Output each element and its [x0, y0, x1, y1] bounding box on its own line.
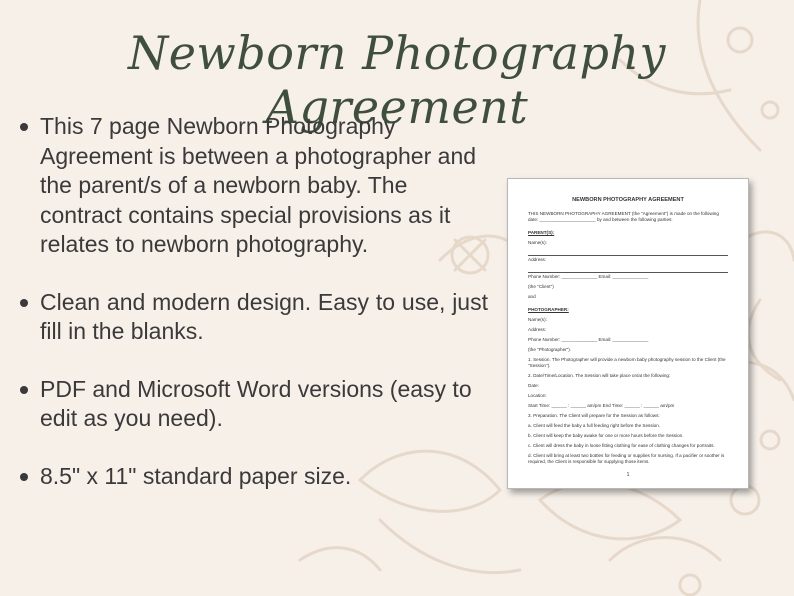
phone-field-label: Phone Number: ______________ Email: ______________ [528, 274, 649, 279]
address-field-label: Address: [528, 257, 547, 262]
photographer-short-label: (the "Photographer"). [528, 347, 572, 352]
feature-item-pages [18, 112, 488, 260]
phone-field-label: Phone Number: ______________ Email: ______________ [528, 337, 649, 342]
feature-text: 8.5" x 11" standard paper size. [40, 462, 352, 489]
bullet-icon [20, 473, 28, 481]
page-number: 1 [626, 472, 630, 478]
feature-text: PDF and Microsoft Word versions (easy to edit as you need). [40, 375, 472, 431]
parents-label: PARENT(S): [528, 230, 555, 235]
address-field-label: Address: [528, 327, 547, 332]
feature-text: This 7 page Newborn Photography Agreement is between a photographer and the parent/s of a newborn baby. The contract contains special provisions as it relates to newborn photography. [40, 113, 477, 257]
date-field-label: Date: [528, 383, 539, 388]
feature-item-formats [18, 375, 488, 434]
client-label: (the "Client") [528, 284, 554, 289]
prep-item: d. Client will bring at least two bottles for feeding or supplies for nursing. If a pacifier or soother is required, the Client is responsible for supplying those items. [528, 453, 725, 464]
name-field-label: Name(s): [528, 240, 547, 245]
name-field-label: Name(s): [528, 317, 547, 322]
bullet-icon [20, 386, 28, 394]
feature-text: Clean and modern design. Easy to use, just fill in the blanks. [40, 288, 488, 344]
feature-list [18, 112, 488, 519]
date-clause: 2. Date/Time/Location. The Session will take place on/at the following: [528, 373, 671, 378]
page-title: Newborn Photography Agreement [127, 26, 667, 134]
blank-line [528, 267, 728, 273]
prep-item: b. Client will keep the baby awake for one or more hours before the Session. [528, 433, 684, 438]
time-field-label: Start Time: ______ : ______ am/pm End Time: ______ : ______ am/pm [528, 403, 675, 408]
document-title: NEWBORN PHOTOGRAPHY AGREEMENT [572, 197, 684, 203]
bullet-icon [20, 299, 28, 307]
feature-item-paper-size [18, 462, 488, 492]
blank-line [528, 250, 728, 256]
feature-item-design [18, 288, 488, 347]
session-clause: 1. Session. The Photographer will provide a newborn baby photography session to the Client (the "Session"). [528, 357, 726, 368]
prep-item: c. Client will dress the baby in loose fitting clothing for ease of clothing changes for portraits. [528, 443, 715, 448]
preparation-clause: 3. Preparation. The Client will prepare for the Session as follows: [528, 413, 660, 418]
document-intro: THIS NEWBORN PHOTOGRAPHY AGREEMENT (the "Agreement") is made on the following date: ______________________ by and between the following parties: [528, 211, 719, 222]
and-label: and [528, 294, 536, 299]
bullet-icon [20, 123, 28, 131]
prep-item: a. Client will feed the baby a full feeding right before the Session. [528, 423, 661, 428]
document-preview [507, 178, 749, 489]
location-field-label: Location: [528, 393, 547, 398]
photographer-label: PHOTOGRAPHER: [528, 307, 569, 312]
